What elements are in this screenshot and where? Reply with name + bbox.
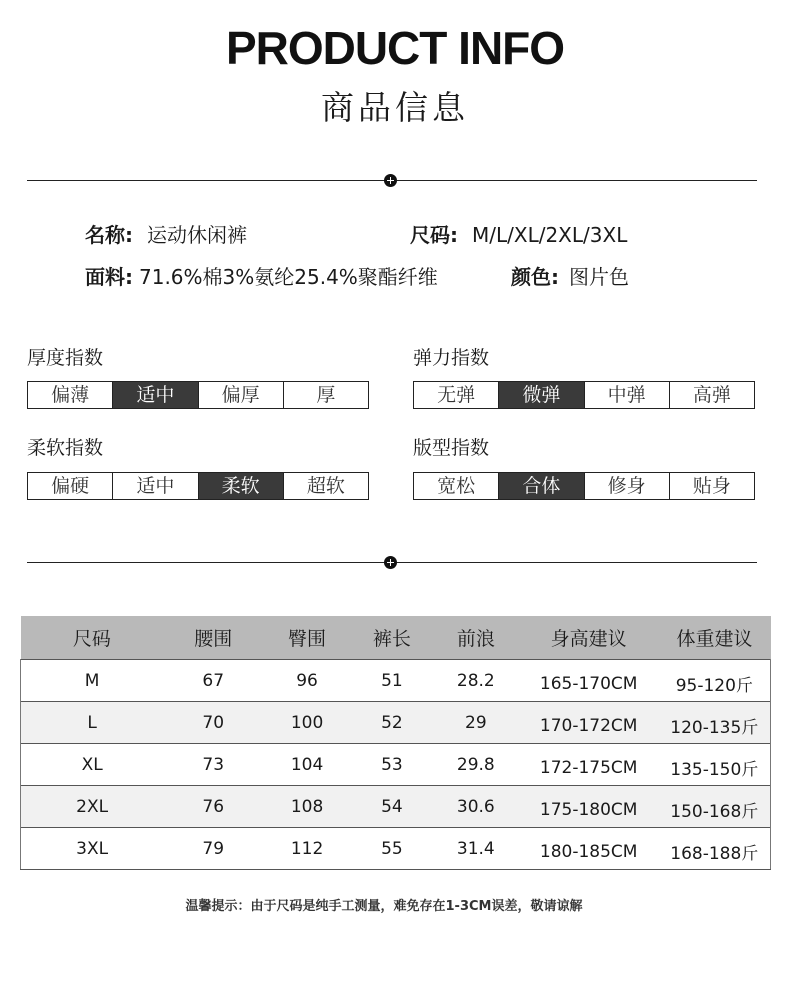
fit-option-selected: 合体 [499, 473, 584, 499]
table-row [21, 744, 771, 786]
table-cell: 112 [263, 828, 351, 870]
page-subtitle: 商品信息 [321, 88, 469, 127]
spec-size-label: 尺码: [410, 223, 458, 247]
table-cell: 29 [433, 702, 519, 744]
thickness-option: 偏厚 [199, 382, 284, 408]
table-cell: 170-172CM [519, 702, 659, 744]
size-table-header-cell: 腰围 [163, 616, 263, 660]
table-cell: 165-170CM [519, 660, 659, 702]
elasticity-option: 中弹 [585, 382, 670, 408]
plus-circle-icon [384, 174, 397, 187]
elasticity-index-title: 弹力指数 [413, 347, 490, 369]
softness-option: 适中 [113, 473, 198, 499]
spec-name-value: 运动休闲裤 [147, 223, 247, 247]
table-cell: 55 [351, 828, 433, 870]
table-cell: M [21, 660, 164, 702]
table-cell: 79 [163, 828, 263, 870]
plus-circle-icon [384, 556, 397, 569]
fit-option: 修身 [585, 473, 670, 499]
spec-fabric [85, 263, 438, 291]
thickness-index-title: 厚度指数 [27, 347, 104, 369]
size-table [20, 616, 771, 870]
table-cell: 2XL [21, 786, 164, 828]
table-row [21, 786, 771, 828]
table-cell: 31.4 [433, 828, 519, 870]
fit-index-title: 版型指数 [413, 437, 490, 459]
table-cell: 108 [263, 786, 351, 828]
spec-name [85, 221, 247, 249]
spec-fabric-label: 面料: [85, 265, 133, 289]
elasticity-option: 无弹 [414, 382, 499, 408]
size-table-body [21, 660, 771, 870]
page-title: PRODUCT INFO [225, 22, 565, 74]
softness-index-title: 柔软指数 [27, 437, 104, 459]
elasticity-index-scale [413, 381, 755, 409]
table-cell: 175-180CM [519, 786, 659, 828]
size-table-header-cell: 身高建议 [519, 616, 659, 660]
table-cell: XL [21, 744, 164, 786]
softness-option-selected: 柔软 [199, 473, 284, 499]
table-cell: 30.6 [433, 786, 519, 828]
size-table-header-cell: 尺码 [21, 616, 164, 660]
size-table-header-cell: 裤长 [351, 616, 433, 660]
softness-option: 偏硬 [28, 473, 113, 499]
spec-color-value: 图片色 [569, 265, 629, 289]
softness-index-scale [27, 472, 369, 500]
spec-size [410, 221, 627, 249]
fit-option: 贴身 [692, 475, 731, 497]
table-row [21, 828, 771, 870]
table-cell: 3XL [21, 828, 164, 870]
divider-top [27, 180, 757, 181]
spec-name-label: 名称: [85, 223, 133, 247]
table-row [21, 660, 771, 702]
table-cell: 53 [351, 744, 433, 786]
table-cell: 54 [351, 786, 433, 828]
softness-option: 超软 [306, 475, 345, 497]
spec-color-label: 颜色: [511, 265, 559, 289]
size-table-header-cell: 臀围 [263, 616, 351, 660]
table-cell: 180-185CM [519, 828, 659, 870]
table-cell: 70 [163, 702, 263, 744]
thickness-option-selected: 适中 [113, 382, 198, 408]
table-cell: 96 [263, 660, 351, 702]
table-cell: 104 [263, 744, 351, 786]
table-cell: 29.8 [433, 744, 519, 786]
table-cell: 135-150斤 [659, 744, 771, 786]
size-table-header-cell: 体重建议 [659, 616, 771, 660]
spec-size-value: M/L/XL/2XL/3XL [472, 223, 628, 247]
table-cell: 52 [351, 702, 433, 744]
table-cell: 150-168斤 [659, 786, 771, 828]
table-cell: L [21, 702, 164, 744]
table-cell: 28.2 [433, 660, 519, 702]
elasticity-option-selected: 微弹 [499, 382, 584, 408]
thickness-option: 厚 [316, 384, 336, 406]
thickness-index-scale [27, 381, 369, 409]
table-cell: 120-135斤 [659, 702, 771, 744]
size-table-header [21, 616, 771, 660]
table-cell: 95-120斤 [659, 660, 771, 702]
table-row [21, 702, 771, 744]
table-cell: 67 [163, 660, 263, 702]
measurement-note: 温馨提示：由于尺码是纯手工测量，难免存在1-3CM误差，敬请谅解 [185, 899, 583, 914]
table-cell: 73 [163, 744, 263, 786]
table-cell: 100 [263, 702, 351, 744]
divider-middle [27, 562, 757, 563]
spec-fabric-value: 71.6%棉3%氨纶25.4%聚酯纤维 [139, 265, 438, 289]
thickness-option: 偏薄 [28, 382, 113, 408]
table-cell: 51 [351, 660, 433, 702]
table-cell: 76 [163, 786, 263, 828]
table-cell: 172-175CM [519, 744, 659, 786]
size-table-header-cell: 前浪 [433, 616, 519, 660]
table-cell: 168-188斤 [659, 828, 771, 870]
spec-color [511, 263, 629, 291]
fit-option: 宽松 [414, 473, 499, 499]
elasticity-option: 高弹 [692, 384, 731, 406]
fit-index-scale [413, 472, 755, 500]
